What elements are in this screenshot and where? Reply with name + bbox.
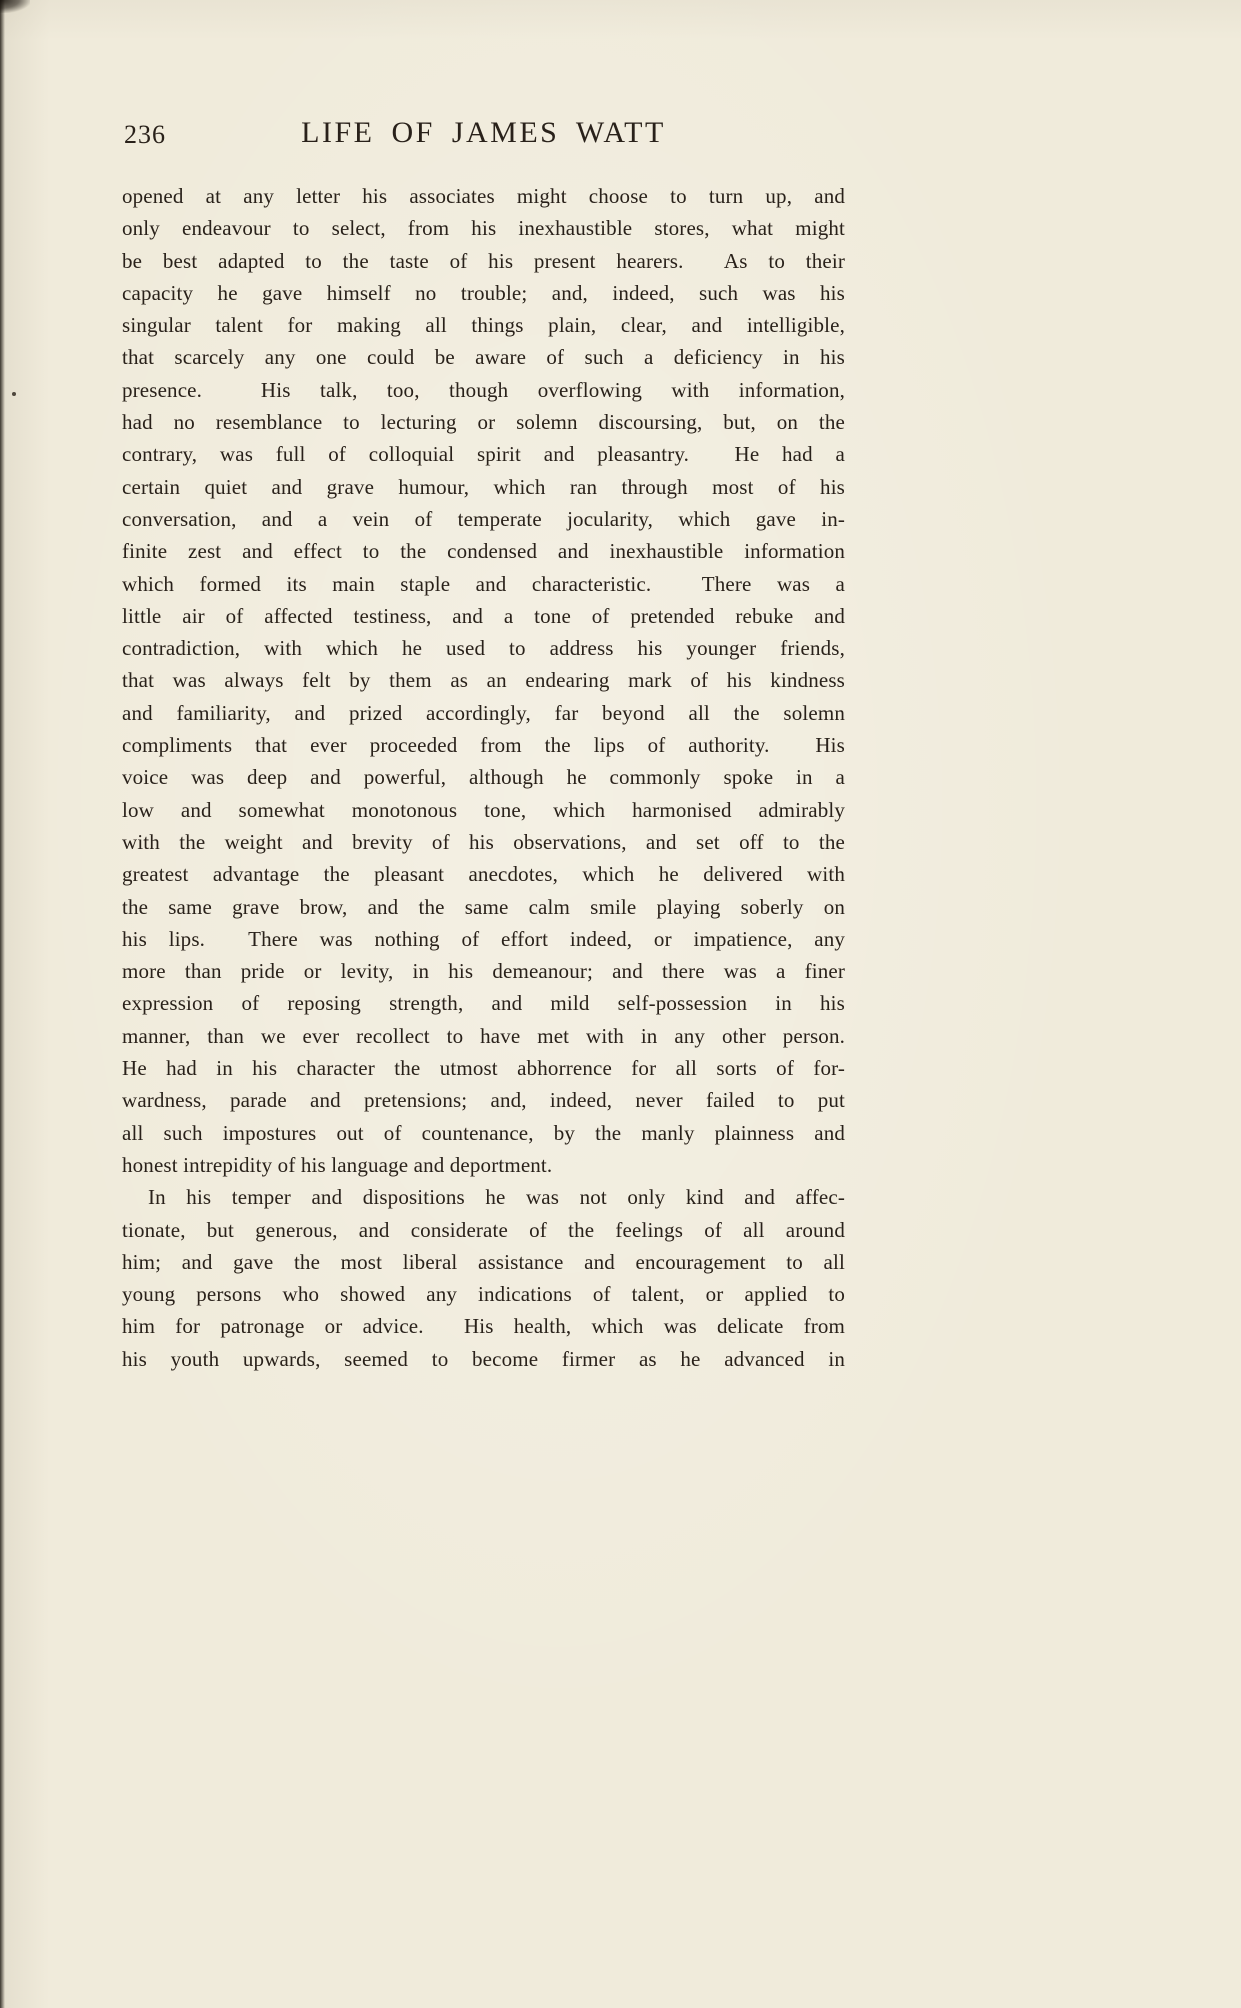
text-line: little air of affected testiness, and a tone of pretended rebuke and (122, 603, 845, 628)
text-line: finite zest and effect to the condensed and inexhaustible information (122, 539, 845, 564)
text-line: capacity he gave himself no trouble; and, indeed, such was his (122, 280, 845, 305)
text-line: more than pride or levity, in his demeanour; and there was a finer (122, 959, 845, 984)
text-line: In his temper and dispositions he was not only kind and affec- (148, 1185, 845, 1210)
text-line: which formed its main staple and characteristic. There was a (122, 571, 845, 596)
text-line: the same grave brow, and the same calm smile playing soberly on (122, 894, 845, 919)
text-line: that was always felt by them as an endearing mark of his kindness (122, 668, 845, 693)
text-line: young persons who showed any indications of talent, or applied to (122, 1282, 845, 1307)
text-line: and familiarity, and prized accordingly, far beyond all the solemn (122, 700, 845, 725)
text-line: greatest advantage the pleasant anecdotes, which he delivered with (122, 862, 845, 887)
text-line: wardness, parade and pretensions; and, indeed, never failed to put (122, 1088, 845, 1113)
text-line: compliments that ever proceeded from the lips of authority. His (122, 733, 845, 758)
page-header (122, 110, 845, 150)
page-header-title: LIFE OF JAMES WATT (301, 116, 666, 149)
text-line: tionate, but generous, and considerate of the feelings of all around (122, 1217, 845, 1242)
text-line: honest intrepidity of his language and deportment. (122, 1152, 553, 1177)
text-line: opened at any letter his associates might choose to turn up, and (122, 184, 845, 208)
text-line: all such impostures out of countenance, by the manly plainness and (122, 1120, 845, 1145)
ink-speck (12, 392, 16, 396)
page-body (122, 180, 845, 1375)
text-line: singular talent for making all things plain, clear, and intelligible, (122, 313, 845, 338)
text-line: had no resemblance to lecturing or solemn discoursing, but, on the (122, 410, 845, 435)
top-left-corner-scan-artifact (0, 0, 30, 13)
text-line: him; and gave the most liberal assistance and encouragement to all (122, 1249, 845, 1274)
text-line: low and somewhat monotonous tone, which harmonised admirably (122, 797, 845, 822)
text-line: certain quiet and grave humour, which ran through most of his (122, 474, 845, 499)
text-line: him for patronage or advice. His health, which was delicate from (122, 1314, 845, 1339)
left-edge-scan-artifact (0, 0, 5, 2008)
text-line: conversation, and a vein of temperate jocularity, which gave in- (122, 506, 845, 531)
text-line: only endeavour to select, from his inexhaustible stores, what might (122, 216, 845, 241)
text-line: contrary, was full of colloquial spirit and pleasantry. He had a (122, 442, 845, 467)
text-line: his youth upwards, seemed to become firmer as he advanced in (122, 1346, 845, 1371)
text-line: He had in his character the utmost abhorrence for all sorts of for- (122, 1056, 845, 1081)
page-number: 236 (124, 120, 166, 149)
text-line: contradiction, with which he used to address his younger friends, (122, 636, 845, 661)
text-line: with the weight and brevity of his observations, and set off to the (122, 829, 845, 854)
text-line: be best adapted to the taste of his present hearers. As to their (122, 248, 845, 273)
text-line: presence. His talk, too, though overflowing with information, (122, 377, 845, 402)
text-line: his lips. There was nothing of effort indeed, or impatience, any (122, 926, 845, 951)
text-line: expression of reposing strength, and mild self-possession in his (122, 991, 845, 1016)
text-line: that scarcely any one could be aware of such a deficiency in his (122, 345, 845, 370)
text-line: manner, than we ever recollect to have met with in any other person. (122, 1023, 845, 1048)
text-line: voice was deep and powerful, although he commonly spoke in a (122, 765, 845, 790)
